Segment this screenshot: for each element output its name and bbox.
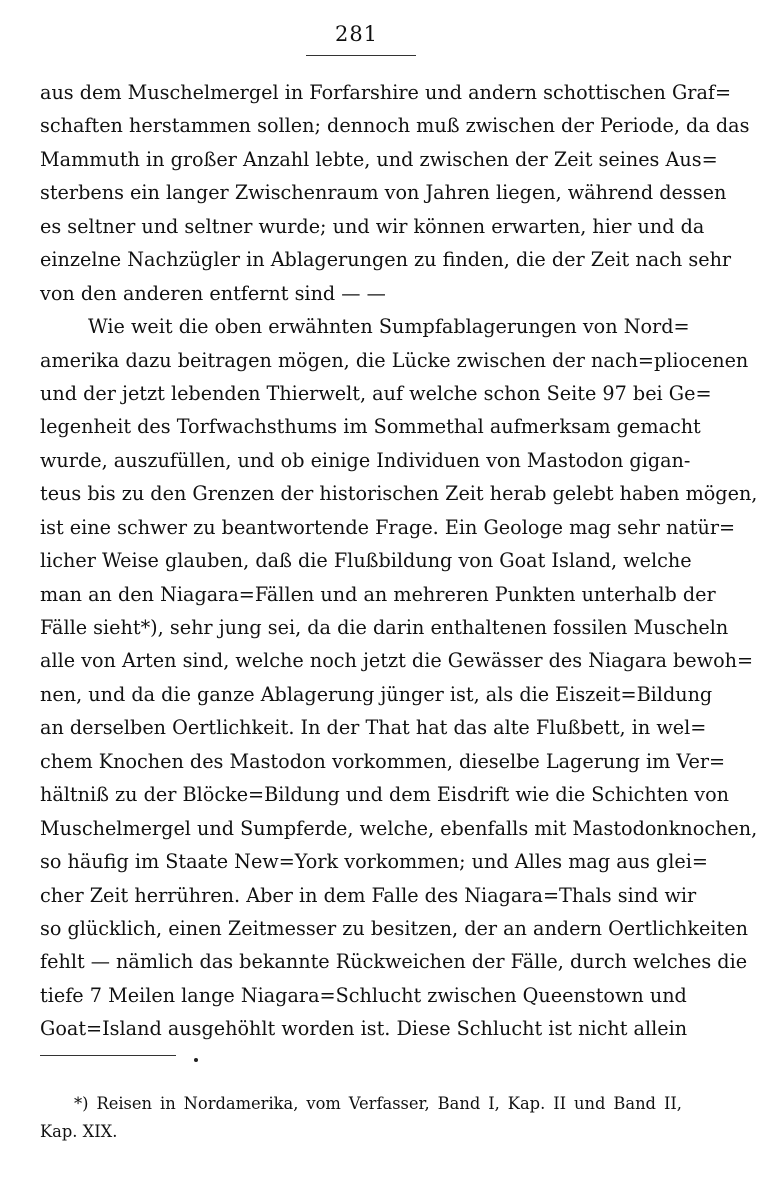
text-line: einzelne Nachzügler in Ablagerungen zu finden, die der Zeit nach sehr: [40, 248, 732, 272]
text-line: Goat=Island ausgehöhlt worden ist. Diese Schlucht ist nicht allein: [40, 1017, 688, 1041]
text-line: legenheit des Torfwachsthums im Sommethal aufmerksam gemacht: [40, 415, 701, 439]
footnote-line: *) Reisen in Nordamerika, vom Verfasser, Band I, Kap. II und Band II,: [74, 1094, 682, 1113]
text-line: so glücklich, einen Zeitmesser zu besitzen, der an andern Oertlichkeiten: [40, 916, 748, 940]
text-line: alle von Arten sind, welche noch jetzt die Gewässer des Niagara bewoh=: [40, 649, 754, 673]
ink-dot: [194, 1058, 198, 1062]
footnote: [40, 1090, 682, 1146]
text-line: wurde, auszufüllen, und ob einige Individuen von Mastodon gigan-: [40, 448, 691, 472]
footnote-line: Kap. XIX.: [40, 1122, 118, 1141]
text-line: sterbens ein langer Zwischenraum von Jahren liegen, während dessen: [40, 181, 727, 205]
text-line: nen, und da die ganze Ablagerung jünger ist, als die Eiszeit=Bildung: [40, 682, 713, 706]
header-rule: [306, 55, 416, 56]
text-line: Mammuth in großer Anzahl lebte, und zwischen der Zeit seines Aus=: [40, 147, 718, 171]
text-line: Muschelmergel und Sumpferde, welche, ebenfalls mit Mastodonknochen,: [40, 816, 757, 840]
text-line: von den anderen entfernt sind — —: [40, 281, 386, 305]
page-number: 281: [334, 22, 379, 46]
text-line: tiefe 7 Meilen lange Niagara=Schlucht zwischen Queenstown und: [40, 983, 687, 1007]
text-line: und der jetzt lebenden Thierwelt, auf welche schon Seite 97 bei Ge=: [40, 381, 712, 405]
text-line: Fälle sieht*), sehr jung sei, da die darin enthaltenen fossilen Muscheln: [40, 616, 729, 639]
text-line: fehlt — nämlich das bekannte Rückweichen der Fälle, durch welches die: [40, 950, 748, 974]
text-line: man an den Niagara=Fällen und an mehreren Punkten unterhalb der: [40, 582, 716, 606]
text-line: teus bis zu den Grenzen der historischen Zeit herab gelebt haben mögen,: [40, 482, 757, 506]
text-line: aus dem Muschelmergel in Forfarshire und andern schottischen Graf=: [40, 81, 732, 104]
text-line: es seltner und seltner wurde; und wir können erwarten, hier und da: [40, 214, 705, 238]
text-line: chem Knochen des Mastodon vorkommen, dieselbe Lagerung im Ver=: [40, 749, 726, 773]
text-line: ist eine schwer zu beantwortende Frage. Ein Geologe mag sehr natür=: [40, 515, 736, 539]
text-line: cher Zeit herrühren. Aber in dem Falle des Niagara=Thals sind wir: [40, 883, 697, 907]
text-line: licher Weise glauben, daß die Flußbildung von Goat Island, welche: [40, 549, 692, 573]
footnote-rule: [40, 1055, 176, 1056]
text-line: schaften herstammen sollen; dennoch muß zwischen der Periode, da das: [40, 114, 750, 138]
text-line: an derselben Oertlichkeit. In der That hat das alte Flußbett, in wel=: [40, 716, 707, 740]
text-line: amerika dazu beitragen mögen, die Lücke zwischen der nach=pliocenen: [40, 348, 749, 372]
text-line: so häufig im Staate New=York vorkommen; und Alles mag aus glei=: [40, 850, 708, 874]
text-line: hältniß zu der Blöcke=Bildung und dem Eisdrift wie die Schichten von: [40, 783, 730, 807]
paragraph-start-line: Wie weit die oben erwähnten Sumpfablagerungen von Nord=: [88, 315, 690, 339]
body-text: [40, 76, 757, 1046]
